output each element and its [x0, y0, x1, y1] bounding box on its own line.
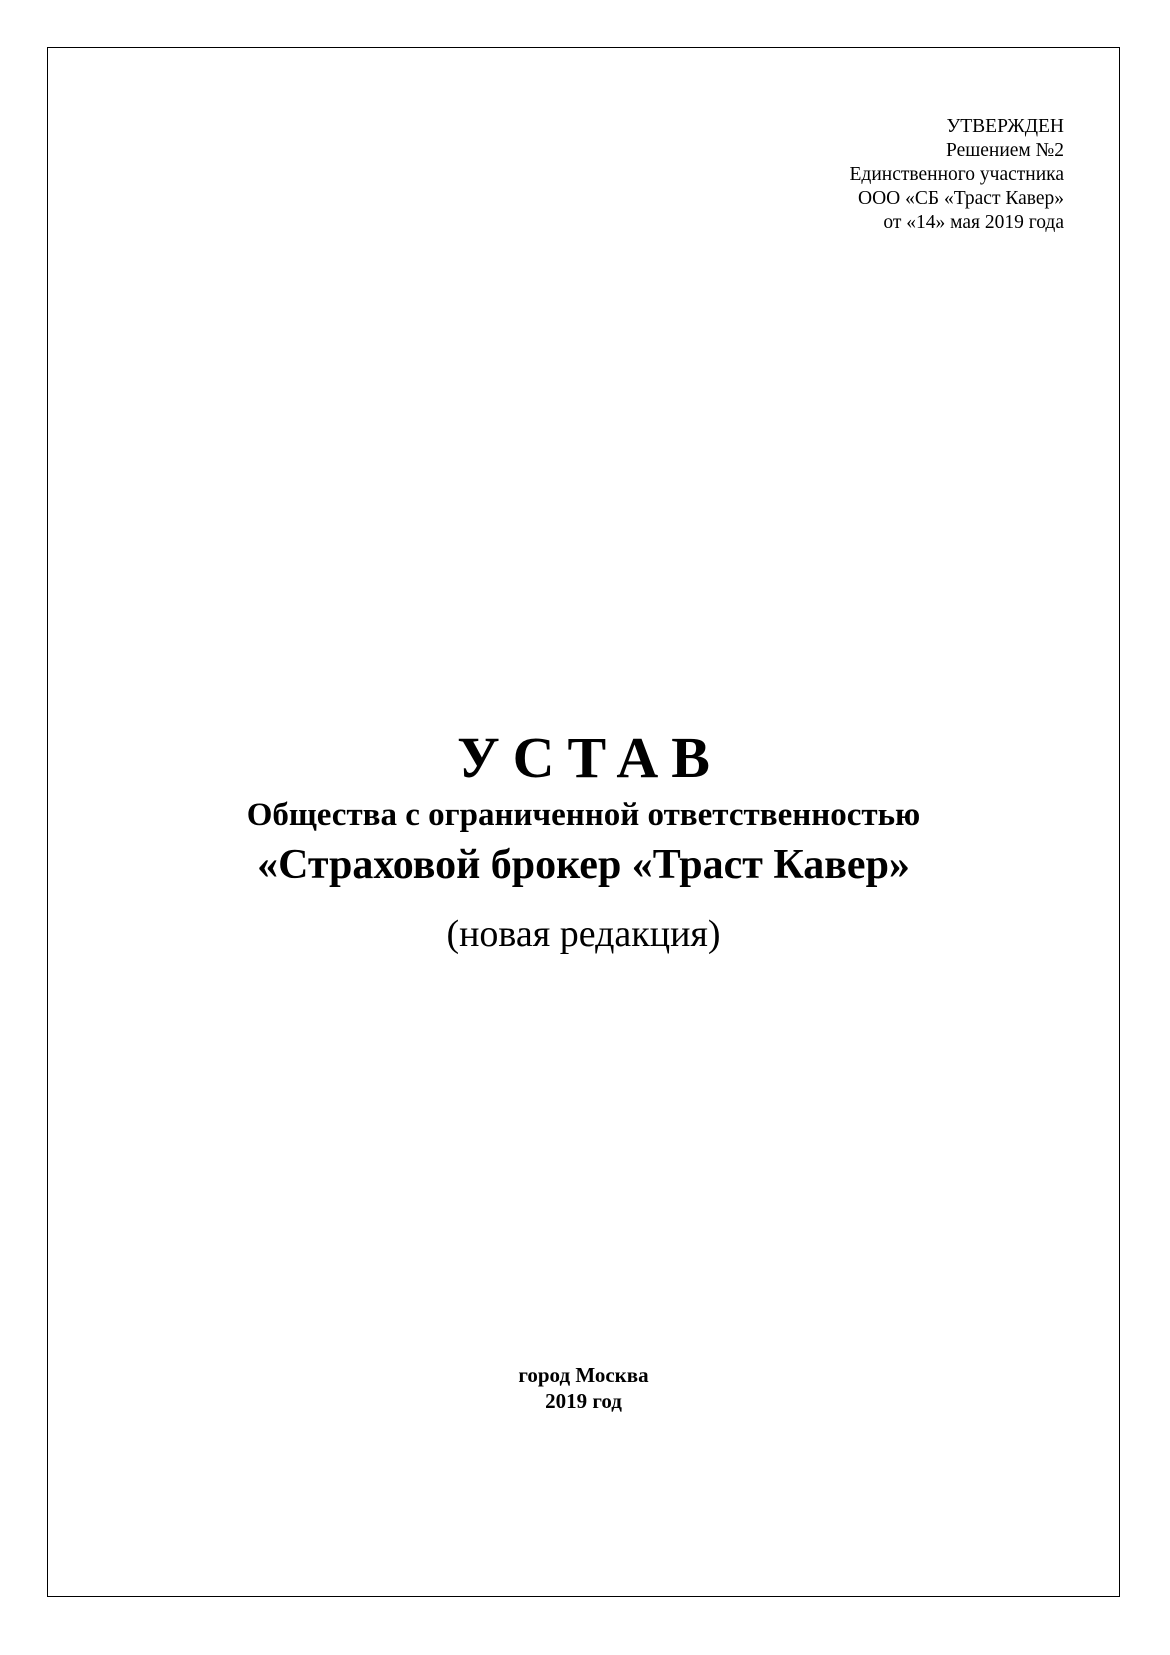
page-frame: [47, 47, 1120, 1597]
organization-name: «Страховой брокер «Траст Кавер»: [257, 842, 910, 888]
approval-company: ООО «СБ «Траст Кавер»: [858, 188, 1064, 209]
organization-type: Общества с ограниченной ответственностью: [246, 797, 921, 833]
edition-note: (новая редакция): [446, 913, 721, 955]
approval-participant: Единственного участника: [849, 164, 1064, 185]
footer-block: [48, 1362, 1119, 1414]
approval-date: от «14» мая 2019 года: [883, 212, 1064, 233]
document-title: УСТАВ: [457, 725, 723, 790]
approval-stamp-block: [850, 115, 1064, 235]
city-label: город Москва: [518, 1363, 649, 1387]
title-block: [48, 723, 1119, 957]
year-label: 2019 год: [545, 1389, 622, 1413]
approval-decision: Решением №2: [945, 140, 1064, 161]
approval-heading: УТВЕРЖДЕН: [946, 116, 1064, 137]
